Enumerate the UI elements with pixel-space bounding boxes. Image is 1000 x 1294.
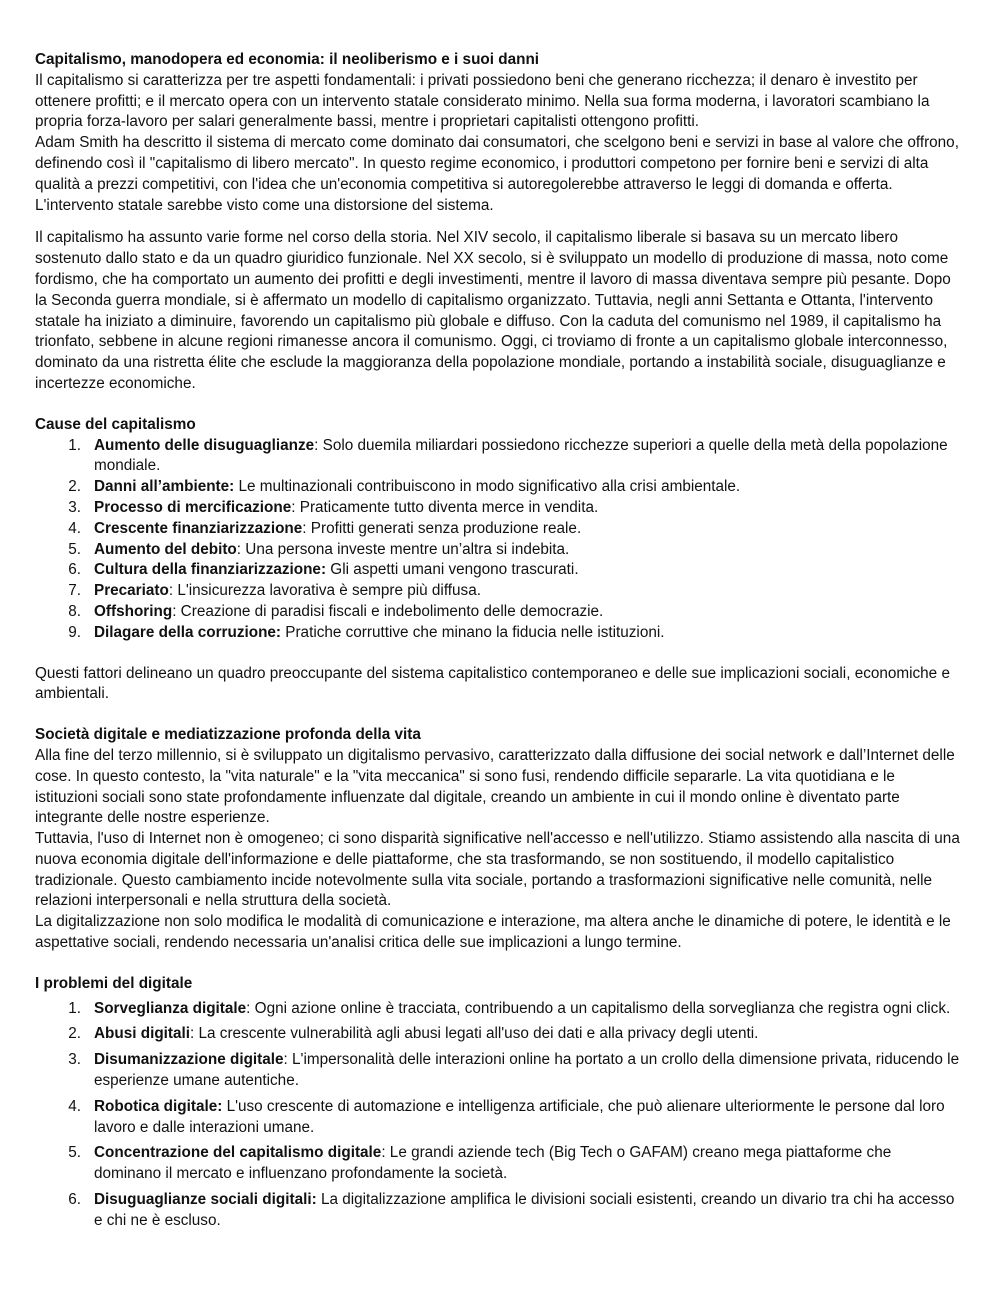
paragraph: Adam Smith ha descritto il sistema di mercato come dominato dai consumatori, che scelgono beni e servizi in base al valore che offrono, definendo così il "capitalismo di libero mercato". In questo regime economico, i produttori competono per fornire beni e servizi di alta qualità a prezzi competitivi, con l'idea che un'economia competitiva si autoregolerebbe attraverso le leggi di domanda e offerta. L'intervento statale sarebbe visto come una distorsione del sistema. — [35, 134, 959, 214]
list-text: Pratiche corruttive che minano la fiducia nelle istituzioni. — [281, 623, 665, 641]
list-term: Danni all’ambiente: — [94, 478, 235, 496]
list-item — [35, 581, 962, 602]
list-text: Gli aspetti umani vengono trascurati. — [326, 561, 579, 579]
list-item — [35, 498, 962, 519]
list-text: L'uso crescente di automazione e intelligenza artificiale, che può alienare ulteriormente le persone dal loro lavoro e dalle interazioni umane. — [94, 1097, 945, 1136]
paragraph: Il capitalismo si caratterizza per tre aspetti fondamentali: i privati possiedono beni che generano ricchezza; il denaro è investito per ottenere profitti; e il mercato opera con un intervento statale considerato minimo. Nella sua forma moderna, i lavoratori scambiano la propria forza-lavoro per salari generalmente bassi, mentre i proprietari capitalisti ottengono profitti. — [35, 71, 930, 131]
paragraph: Tuttavia, l'uso di Internet non è omogeneo; ci sono disparità significative nell'accesso e nell'utilizzo. Stiamo assistendo alla nascita di una nuova economia digitale dell'informazione e delle piattaforme, che sta trasformando, se non sostituendo, il modello capitalistico tradizionale. Questo cambiamento incide notevolmente sulla vita sociale, portando a trasformazioni significative nelle comunità, nelle relazioni interpersonali e nella struttura della società. — [35, 830, 960, 910]
section-cause — [35, 415, 962, 705]
list-number: 3. — [68, 1051, 81, 1069]
list-item — [35, 560, 962, 581]
problems-list — [35, 999, 962, 1232]
list-text: : Praticamente tutto diventa merce in vendita. — [291, 498, 599, 516]
list-term: Aumento delle disuguaglianze — [94, 436, 315, 454]
section-title: I problemi del digitale — [35, 974, 193, 992]
list-number: 2. — [68, 478, 81, 496]
list-number: 1. — [68, 436, 81, 454]
list-text: : Ogni azione online è tracciata, contribuendo a un capitalismo della sorveglianza che registra ogni click. — [246, 999, 951, 1017]
list-item — [35, 519, 962, 540]
list-number: 4. — [68, 519, 81, 537]
list-number: 4. — [68, 1097, 81, 1115]
section-problemi-digitale — [35, 974, 962, 1232]
section-title: Cause del capitalismo — [35, 415, 196, 433]
list-text: : Una persona investe mentre un’altra si indebita. — [236, 540, 570, 558]
paragraph: Alla fine del terzo millennio, si è sviluppato un digitalismo pervasivo, caratterizzato dalla diffusione dei social network e dall’Internet delle cose. In questo contesto, la "vita naturale" e la "vita meccanica" si sono fusi, rendendo difficile separarle. La vita quotidiana e le istituzioni sociali sono state profondamente influenzate dal digitale, creando un ambiente in cui il mondo online è diventato parte integrante delle nostre esperienze. — [35, 746, 955, 827]
list-term: Dilagare della corruzione: — [94, 623, 282, 641]
list-term: Disuguaglianze sociali digitali: — [94, 1191, 317, 1209]
list-term: Concentrazione del capitalismo digitale — [94, 1144, 382, 1162]
list-item — [35, 436, 962, 478]
paragraph: Questi fattori delineano un quadro preoccupante del sistema capitalistico contemporaneo e delle sue implicazioni sociali, economiche e ambientali. — [35, 664, 950, 703]
list-term: Robotica digitale: — [94, 1097, 223, 1115]
list-text: : L'insicurezza lavorativa è sempre più diffusa. — [168, 582, 481, 600]
list-number: 5. — [68, 1144, 81, 1162]
list-text: La digitalizzazione amplifica le divisioni sociali esistenti, creando un divario tra chi ha accesso e chi ne è escluso. — [94, 1191, 955, 1229]
section-capitalismo — [35, 50, 962, 395]
list-text: : Solo duemila miliardari possiedono ricchezze superiori a quelle della metà della popolazione mondiale. — [94, 436, 948, 475]
list-item — [35, 602, 962, 623]
list-number: 5. — [68, 540, 81, 558]
list-number: 6. — [68, 561, 81, 579]
list-text: : Creazione di paradisi fiscali e indebolimento delle democrazie. — [172, 602, 604, 620]
list-item — [35, 1050, 962, 1092]
list-term: Crescente finanziarizzazione — [94, 519, 303, 537]
causes-list — [35, 436, 962, 644]
list-item — [35, 540, 962, 561]
list-item — [35, 623, 962, 644]
list-text: Le multinazionali contribuiscono in modo significativo alla crisi ambientale. — [234, 478, 741, 496]
list-item — [35, 1143, 962, 1185]
list-text: : Le grandi aziende tech (Big Tech o GAFAM) creano mega piattaforme che dominano il mercato e influenzano profondamente la società. — [94, 1144, 892, 1183]
list-number: 9. — [68, 623, 81, 641]
list-number: 1. — [68, 999, 81, 1017]
list-item — [35, 1097, 962, 1139]
list-item — [35, 999, 962, 1020]
list-item — [35, 477, 962, 498]
list-term: Precariato — [94, 582, 169, 600]
list-term: Processo di mercificazione — [94, 498, 292, 516]
section-societa-digitale — [35, 725, 962, 954]
list-term: Cultura della finanziarizzazione: — [94, 561, 327, 579]
list-term: Aumento del debito — [94, 540, 237, 558]
paragraph: Il capitalismo ha assunto varie forme nel corso della storia. Nel XIV secolo, il capitalismo liberale si basava su un mercato libero sostenuto dallo stato e da un quadro giuridico funzionale. Nel XX secolo, si è sviluppato un modello di produzione di massa, noto come fordismo, che ha comportato un aumento dei profitti e degli investimenti, mentre il lavoro di massa diventava sempre più pesante. Dopo la Seconda guerra mondiale, si è affermato un modello di capitalismo organizzato. Tuttavia, negli anni Settanta e Ottanta, l'intervento statale ha iniziato a diminuire, favorendo un capitalismo più globale e diffuso. Con la caduta del comunismo nel 1989, il capitalismo ha trionfato, sebbene in alcune regioni rimanesse ancora il comunismo. Oggi, ci troviamo di fronte a un capitalismo globale interconnesso, dominato da una ristretta élite che esclude la maggioranza della popolazione mondiale, portando a instabilità sociale, disuguaglianze e incertezze economiche. — [35, 229, 951, 392]
list-item — [35, 1024, 962, 1045]
list-text: : Profitti generati senza produzione reale. — [302, 519, 582, 537]
section-title: Capitalismo, manodopera ed economia: il neoliberismo e i suoi danni — [35, 51, 540, 68]
list-term: Disumanizzazione digitale — [94, 1051, 284, 1069]
list-text: : La crescente vulnerabilità agli abusi legati all'uso dei dati e alla privacy degli utenti. — [190, 1025, 759, 1043]
list-number: 3. — [68, 498, 81, 516]
list-text: : L'impersonalità delle interazioni online ha portato a un crollo della dimensione privata, riducendo le esperienze umane autentiche. — [94, 1051, 960, 1090]
list-term: Sorveglianza digitale — [94, 999, 247, 1017]
paragraph: La digitalizzazione non solo modifica le modalità di comunicazione e interazione, ma altera anche le dinamiche di potere, le identità e le aspettative sociali, rendendo necessaria un'analisi critica delle sue implicazioni a lungo termine. — [35, 913, 951, 952]
list-number: 8. — [68, 602, 81, 620]
list-number: 6. — [68, 1191, 81, 1209]
list-term: Abusi digitali — [94, 1025, 191, 1043]
list-number: 7. — [68, 582, 81, 600]
list-item — [35, 1190, 962, 1232]
list-number: 2. — [68, 1025, 81, 1043]
list-term: Offshoring — [94, 602, 173, 620]
section-title: Società digitale e mediatizzazione profonda della vita — [35, 726, 421, 744]
